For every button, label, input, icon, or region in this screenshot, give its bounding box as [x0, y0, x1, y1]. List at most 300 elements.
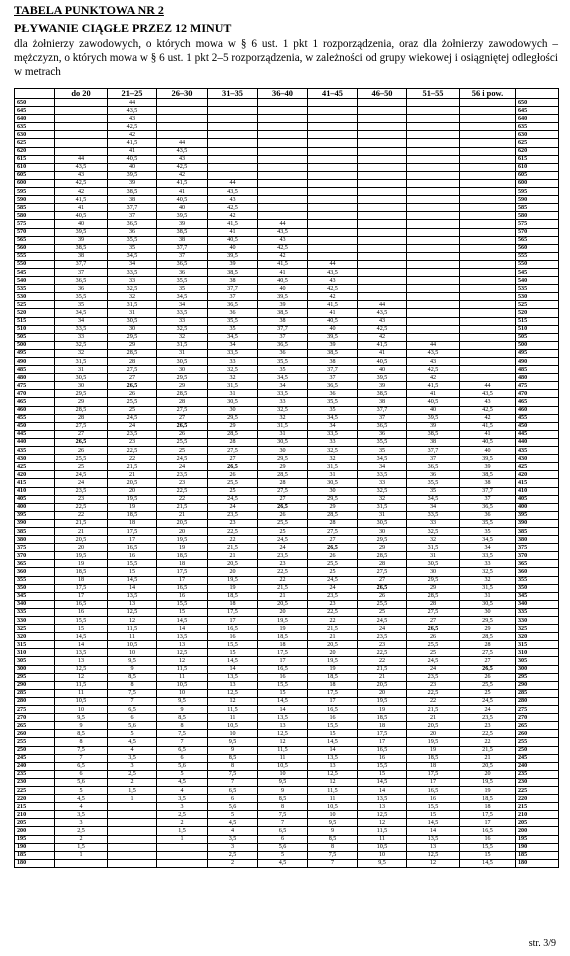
- score-cell: 35,5: [55, 293, 108, 301]
- table-row: [15, 204, 559, 212]
- distance-cell-right: 215: [516, 803, 559, 811]
- score-cell: [258, 115, 308, 123]
- score-cell: 19: [460, 786, 516, 794]
- score-cell: 25,5: [308, 560, 358, 568]
- score-cell: [407, 204, 460, 212]
- score-cell: 37: [108, 212, 157, 220]
- score-cell: 10: [208, 730, 258, 738]
- score-cell: 41,5: [55, 196, 108, 204]
- distance-cell-right: 300: [516, 665, 559, 673]
- score-cell: 43: [460, 398, 516, 406]
- score-cell: 16,5: [308, 706, 358, 714]
- score-cell: 19,5: [258, 617, 308, 625]
- distance-cell-right: 420: [516, 471, 559, 479]
- score-cell: 30,5: [358, 519, 407, 527]
- table-row: [15, 317, 559, 325]
- distance-cell-right: 570: [516, 228, 559, 236]
- score-cell: 36: [208, 309, 258, 317]
- score-cell: 5: [55, 786, 108, 794]
- score-cell: 21,5: [55, 519, 108, 527]
- score-cell: 22: [108, 455, 157, 463]
- score-cell: 23: [308, 600, 358, 608]
- score-cell: 40: [157, 204, 208, 212]
- score-cell: 41,5: [407, 382, 460, 390]
- distance-cell-right: 365: [516, 560, 559, 568]
- score-cell: [258, 123, 308, 131]
- score-cell: 38,5: [407, 430, 460, 438]
- score-cell: 26: [308, 552, 358, 560]
- score-cell: 26,5: [308, 544, 358, 552]
- score-cell: 3,5: [208, 835, 258, 843]
- score-cell: 23,5: [258, 552, 308, 560]
- table-row: [15, 730, 559, 738]
- score-cell: 13: [55, 657, 108, 665]
- score-cell: [407, 244, 460, 252]
- score-cell: 16: [460, 835, 516, 843]
- distance-cell-right: 380: [516, 536, 559, 544]
- distance-cell: 350: [15, 584, 55, 592]
- score-cell: 24: [258, 544, 308, 552]
- score-cell: 18: [208, 600, 258, 608]
- score-cell: 13: [258, 722, 308, 730]
- score-cell: 23,5: [308, 592, 358, 600]
- score-cell: 31,5: [407, 544, 460, 552]
- table-row: [15, 697, 559, 705]
- score-cell: 14: [358, 786, 407, 794]
- table-row: [15, 576, 559, 584]
- score-cell: 33: [358, 479, 407, 487]
- score-cell: 19: [55, 560, 108, 568]
- score-cell: 20: [258, 608, 308, 616]
- score-cell: 33: [55, 333, 108, 341]
- distance-cell: 300: [15, 665, 55, 673]
- score-cell: 30,5: [407, 560, 460, 568]
- score-cell: 32: [358, 495, 407, 503]
- score-cell: 13,5: [157, 633, 208, 641]
- score-cell: 10: [308, 811, 358, 819]
- score-cell: 38: [208, 277, 258, 285]
- score-cell: 21: [407, 714, 460, 722]
- table-row: [15, 649, 559, 657]
- score-cell: 43: [258, 236, 308, 244]
- score-cell: 33: [108, 277, 157, 285]
- score-cell: 36,5: [407, 463, 460, 471]
- column-header: 46–50: [358, 89, 407, 99]
- distance-cell: 270: [15, 714, 55, 722]
- score-cell: [258, 188, 308, 196]
- distance-cell-right: 290: [516, 681, 559, 689]
- distance-cell: 500: [15, 341, 55, 349]
- score-cell: 26: [108, 390, 157, 398]
- score-cell: 42,5: [258, 244, 308, 252]
- score-cell: 21,5: [460, 746, 516, 754]
- score-cell: 9,5: [157, 697, 208, 705]
- distance-cell: 235: [15, 770, 55, 778]
- score-cell: 17: [407, 778, 460, 786]
- score-cell: 12: [258, 738, 308, 746]
- distance-cell-right: 220: [516, 795, 559, 803]
- score-cell: 37: [460, 495, 516, 503]
- score-cell: [407, 131, 460, 139]
- distance-cell-right: 435: [516, 447, 559, 455]
- score-cell: 20: [55, 544, 108, 552]
- score-cell: 42,5: [55, 179, 108, 187]
- score-cell: [258, 155, 308, 163]
- distance-cell-right: 590: [516, 196, 559, 204]
- score-cell: 34,5: [358, 455, 407, 463]
- score-cell: 35: [108, 244, 157, 252]
- table-row: [15, 244, 559, 252]
- score-cell: [407, 301, 460, 309]
- score-cell: 39,5: [407, 414, 460, 422]
- score-cell: 24,5: [460, 697, 516, 705]
- distance-cell: 445: [15, 430, 55, 438]
- table-row: [15, 681, 559, 689]
- score-cell: 15,5: [208, 641, 258, 649]
- distance-cell-right: 450: [516, 422, 559, 430]
- score-cell: 20: [358, 689, 407, 697]
- score-cell: 19: [407, 746, 460, 754]
- distance-cell: 190: [15, 843, 55, 851]
- score-cell: 36: [460, 511, 516, 519]
- score-cell: 11: [208, 714, 258, 722]
- score-cell: 26,5: [460, 665, 516, 673]
- distance-cell: 180: [15, 859, 55, 867]
- table-row: [15, 762, 559, 770]
- score-cell: 24: [308, 584, 358, 592]
- score-cell: 8: [308, 843, 358, 851]
- score-cell: [308, 155, 358, 163]
- distance-cell-right: 295: [516, 673, 559, 681]
- score-cell: 7,5: [55, 746, 108, 754]
- score-cell: 9: [157, 706, 208, 714]
- column-header: [15, 89, 55, 99]
- distance-cell: 560: [15, 244, 55, 252]
- score-cell: 35: [460, 527, 516, 535]
- score-cell: 20,5: [308, 641, 358, 649]
- score-cell: 21,5: [208, 544, 258, 552]
- score-cell: 9,5: [258, 778, 308, 786]
- score-cell: [460, 309, 516, 317]
- score-cell: 23,5: [157, 471, 208, 479]
- score-cell: 39: [308, 341, 358, 349]
- score-cell: 41: [55, 204, 108, 212]
- score-cell: 42: [157, 171, 208, 179]
- score-cell: 43: [308, 277, 358, 285]
- score-cell: 42,5: [108, 123, 157, 131]
- score-cell: 22: [358, 657, 407, 665]
- distance-cell-right: 490: [516, 358, 559, 366]
- score-cell: 15: [460, 851, 516, 859]
- score-cell: 2: [108, 778, 157, 786]
- distance-cell-right: 625: [516, 139, 559, 147]
- score-cell: 12,5: [407, 851, 460, 859]
- score-cell: 20,5: [157, 519, 208, 527]
- score-cell: 33,5: [157, 309, 208, 317]
- score-cell: 21: [157, 511, 208, 519]
- score-cell: 8: [157, 722, 208, 730]
- score-cell: [407, 147, 460, 155]
- distance-cell: 505: [15, 333, 55, 341]
- score-cell: 25: [108, 406, 157, 414]
- score-cell: 40,5: [108, 155, 157, 163]
- distance-cell: 430: [15, 455, 55, 463]
- score-cell: 13: [358, 803, 407, 811]
- distance-cell: 410: [15, 487, 55, 495]
- score-cell: [358, 260, 407, 268]
- score-cell: 25: [55, 463, 108, 471]
- score-cell: [460, 341, 516, 349]
- score-cell: 18,5: [358, 714, 407, 722]
- score-cell: 13: [407, 843, 460, 851]
- score-cell: [308, 196, 358, 204]
- score-cell: 18,5: [157, 552, 208, 560]
- score-cell: 27,5: [308, 527, 358, 535]
- score-cell: 37,7: [157, 244, 208, 252]
- score-cell: 36,5: [358, 422, 407, 430]
- score-cell: [308, 188, 358, 196]
- score-cell: [407, 268, 460, 276]
- score-cell: 28,5: [407, 592, 460, 600]
- score-cell: 20,5: [358, 681, 407, 689]
- distance-cell: 540: [15, 277, 55, 285]
- score-cell: 34,5: [460, 536, 516, 544]
- score-cell: 12,5: [157, 649, 208, 657]
- score-cell: 18: [358, 722, 407, 730]
- score-cell: 2,5: [157, 811, 208, 819]
- score-cell: 5,6: [208, 803, 258, 811]
- score-cell: 2,5: [55, 827, 108, 835]
- score-cell: 32,5: [407, 527, 460, 535]
- table-row: [15, 171, 559, 179]
- score-cell: [55, 107, 108, 115]
- score-cell: [407, 285, 460, 293]
- score-cell: 18: [308, 681, 358, 689]
- score-cell: 5,6: [157, 762, 208, 770]
- score-cell: [108, 843, 157, 851]
- table-row: [15, 519, 559, 527]
- score-cell: 20: [208, 568, 258, 576]
- score-cell: 29: [258, 463, 308, 471]
- table-row: [15, 795, 559, 803]
- score-cell: 16,5: [258, 665, 308, 673]
- score-cell: 19,5: [208, 576, 258, 584]
- column-header: [516, 89, 559, 99]
- distance-cell-right: 425: [516, 463, 559, 471]
- score-cell: 13,5: [108, 592, 157, 600]
- table-row: [15, 455, 559, 463]
- score-cell: 23,5: [208, 511, 258, 519]
- distance-cell: 255: [15, 738, 55, 746]
- score-cell: [258, 107, 308, 115]
- score-cell: 6: [208, 795, 258, 803]
- table-row: [15, 447, 559, 455]
- score-cell: 36,5: [157, 260, 208, 268]
- score-cell: 42: [55, 188, 108, 196]
- score-cell: [55, 139, 108, 147]
- score-cell: 17: [208, 617, 258, 625]
- score-cell: [208, 163, 258, 171]
- score-cell: 17: [157, 576, 208, 584]
- score-cell: 30,5: [55, 374, 108, 382]
- score-cell: 27: [55, 430, 108, 438]
- distance-cell-right: 585: [516, 204, 559, 212]
- score-cell: 15: [208, 649, 258, 657]
- score-cell: 24,5: [108, 414, 157, 422]
- score-cell: 28: [407, 600, 460, 608]
- table-row: [15, 325, 559, 333]
- distance-cell: 605: [15, 171, 55, 179]
- distance-cell-right: 205: [516, 819, 559, 827]
- table-row: [15, 293, 559, 301]
- distance-cell: 340: [15, 600, 55, 608]
- score-cell: 42,5: [208, 204, 258, 212]
- score-cell: 22,5: [208, 527, 258, 535]
- distance-cell-right: 315: [516, 641, 559, 649]
- score-cell: 27,5: [460, 649, 516, 657]
- score-cell: 1: [157, 835, 208, 843]
- distance-cell: 480: [15, 374, 55, 382]
- score-cell: [308, 99, 358, 107]
- score-cell: 19,5: [460, 778, 516, 786]
- score-cell: 23: [407, 681, 460, 689]
- score-cell: 7: [208, 778, 258, 786]
- score-cell: 30,5: [460, 600, 516, 608]
- distance-cell-right: 235: [516, 770, 559, 778]
- table-row: [15, 228, 559, 236]
- score-cell: [407, 220, 460, 228]
- score-cell: 36,5: [308, 382, 358, 390]
- score-cell: 40,5: [258, 277, 308, 285]
- score-cell: [258, 196, 308, 204]
- score-cell: [108, 819, 157, 827]
- score-cell: 37,7: [460, 487, 516, 495]
- score-cell: 33: [407, 519, 460, 527]
- score-cell: 18: [258, 641, 308, 649]
- score-cell: 32,5: [208, 366, 258, 374]
- distance-cell-right: 330: [516, 617, 559, 625]
- score-cell: [157, 107, 208, 115]
- distance-cell: 295: [15, 673, 55, 681]
- score-cell: 22,5: [308, 608, 358, 616]
- score-cell: 23: [208, 519, 258, 527]
- score-cell: 28,5: [258, 471, 308, 479]
- score-cell: 40: [358, 366, 407, 374]
- table-row: [15, 527, 559, 535]
- score-cell: 43,5: [108, 107, 157, 115]
- score-cell: 19: [258, 625, 308, 633]
- score-cell: [407, 188, 460, 196]
- score-cell: 30: [55, 382, 108, 390]
- score-cell: 10,5: [55, 697, 108, 705]
- distance-cell-right: 390: [516, 519, 559, 527]
- score-cell: 8,5: [258, 795, 308, 803]
- score-cell: 12,5: [308, 770, 358, 778]
- score-cell: 41,5: [258, 260, 308, 268]
- score-cell: 14,5: [108, 576, 157, 584]
- score-cell: 11,5: [55, 681, 108, 689]
- score-cell: 6,5: [108, 706, 157, 714]
- discipline-title: PŁYWANIE CIĄGŁE PRZEZ 12 MINUT: [14, 21, 232, 35]
- score-cell: 15: [55, 625, 108, 633]
- score-cell: 6: [258, 835, 308, 843]
- score-cell: 17,5: [358, 730, 407, 738]
- score-cell: 35: [208, 325, 258, 333]
- distance-cell: 425: [15, 463, 55, 471]
- score-cell: 11: [358, 835, 407, 843]
- distance-cell-right: 635: [516, 123, 559, 131]
- distance-cell-right: 370: [516, 552, 559, 560]
- distance-cell-right: 640: [516, 115, 559, 123]
- score-cell: [407, 123, 460, 131]
- distance-cell: 240: [15, 762, 55, 770]
- distance-cell-right: 210: [516, 811, 559, 819]
- score-cell: 8,5: [55, 730, 108, 738]
- score-cell: 16: [208, 633, 258, 641]
- table-row: [15, 398, 559, 406]
- distance-cell-right: 385: [516, 527, 559, 535]
- score-cell: 14: [407, 827, 460, 835]
- score-cell: 27: [108, 374, 157, 382]
- score-cell: 39,5: [308, 333, 358, 341]
- score-cell: 34,5: [407, 495, 460, 503]
- score-cell: 42: [208, 212, 258, 220]
- score-cell: [208, 115, 258, 123]
- table-body: [15, 99, 559, 868]
- score-cell: 43: [108, 115, 157, 123]
- score-cell: [460, 107, 516, 115]
- score-cell: 42,5: [407, 366, 460, 374]
- distance-cell: 355: [15, 576, 55, 584]
- score-cell: 10: [108, 649, 157, 657]
- score-cell: 29: [108, 341, 157, 349]
- table-row: [15, 358, 559, 366]
- score-cell: 9: [208, 746, 258, 754]
- score-cell: 38,5: [108, 188, 157, 196]
- distance-cell-right: 190: [516, 843, 559, 851]
- score-cell: 25,5: [208, 479, 258, 487]
- score-cell: 34: [55, 317, 108, 325]
- score-cell: [308, 228, 358, 236]
- score-cell: 30,5: [108, 317, 157, 325]
- score-cell: 23,5: [407, 673, 460, 681]
- score-cell: [358, 204, 407, 212]
- distance-cell: 535: [15, 285, 55, 293]
- distance-cell: 250: [15, 746, 55, 754]
- score-cell: 29: [358, 544, 407, 552]
- score-cell: 34: [157, 301, 208, 309]
- score-cell: [308, 244, 358, 252]
- score-cell: [358, 188, 407, 196]
- score-cell: [358, 277, 407, 285]
- score-cell: 18,5: [108, 511, 157, 519]
- score-cell: 28: [308, 519, 358, 527]
- score-cell: 32,5: [460, 568, 516, 576]
- score-cell: 42: [407, 374, 460, 382]
- distance-cell: 555: [15, 252, 55, 260]
- score-cell: 28: [358, 560, 407, 568]
- score-cell: 37,7: [208, 285, 258, 293]
- score-cell: 24,5: [358, 617, 407, 625]
- score-cell: 24: [108, 422, 157, 430]
- score-cell: 15,5: [258, 681, 308, 689]
- score-cell: 44: [55, 155, 108, 163]
- score-cell: 7: [108, 697, 157, 705]
- score-cell: 33,5: [108, 268, 157, 276]
- score-cell: 32: [208, 374, 258, 382]
- table-row: [15, 641, 559, 649]
- score-cell: 22,5: [407, 689, 460, 697]
